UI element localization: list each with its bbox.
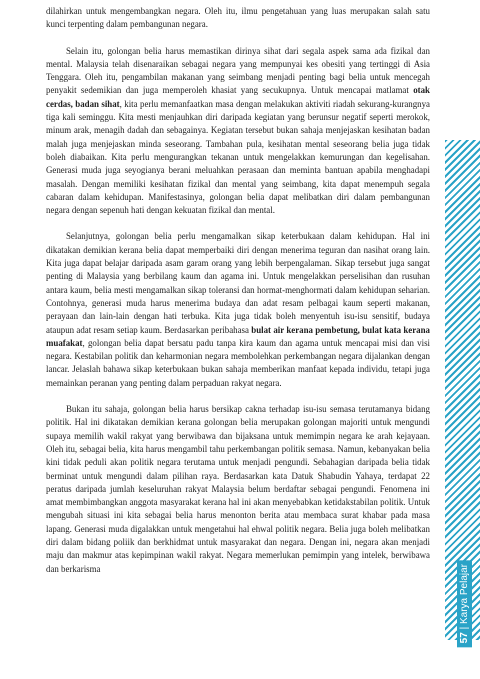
emphasis-text: otak cerdas, badan sihat bbox=[46, 85, 430, 109]
paragraph-text: , golongan belia dapat bersatu padu tanpa kira kaum dan agama untuk mencapai misi dan visi negara. Kestabilan politik dan keharmonian negara membolehkan perkembangan negara dijalankan dengan lancar. Jelaslah bahawa sikap keterbukaan bukan sahaja memberikan manfaat kepada individu, tetapi juga memainkan peranan yang penting dalam perpaduan rakyat negara. bbox=[46, 337, 430, 388]
paragraph-text: Selain itu, golongan belia harus memastikan dirinya sihat dari segala aspek sama ada fizikal dan mental. Malaysia telah disenaraikan sebagai negara yang mempunyai kes obesiti yang tertinggi di Asia Tenggara. Oleh itu, pengambilan makanan yang seimbang menjadi penting bagi belia untuk mencegah penyakit sedemikian dan juga memperoleh khasiat yang secukupnya. Untuk mencapai matlamat bbox=[46, 45, 430, 96]
emphasis-text: bulat air kerana pembetung, bulat kata kerana muafakat bbox=[46, 324, 430, 348]
paragraph-3 bbox=[46, 230, 430, 390]
paragraph-2 bbox=[46, 45, 430, 218]
paragraph-text: Selanjutnya, golongan belia perlu mengamalkan sikap keterbukaan dalam kehidupan. Hal ini dikatakan demikian kerana belia dapat memperbaiki diri dengan menerima teguran dan nasihat orang lain. Kita juga dapat belajar daripada asam garam orang yang lebih berpengalaman. Sikap tersebut juga sangat penting di Malaysia yang berbilang kaum dan agama ini. Untuk mengelakkan perselisihan dan rusuhan antara kaum, belia mesti mengamalkan sikap toleransi dan hormat-menghormati dalam kehidupan seharian. Contohnya, generasi muda harus menerima budaya dan adat resam pelbagai kaum seperti makanan, perayaan dan lain-lain dengan hati terbuka. Kita juga tidak boleh menyentuh isu-isu sensitif, budaya ataupun adat resam setiap kaum. Berdasarkan peribahasa bbox=[46, 231, 430, 335]
section-label: Karya Pelajar bbox=[459, 564, 470, 625]
paragraph-text: dilahirkan untuk mengembangkan negara. Oleh itu, ilmu pengetahuan yang luas merupakan salah satu kunci terpenting dalam pembangunan negara. bbox=[46, 6, 430, 30]
essay-body bbox=[46, 5, 430, 576]
paragraph-4 bbox=[46, 403, 430, 576]
paragraph-text: , kita perlu memanfaatkan masa dengan melakukan aktiviti riadah sekurang-kurangnya tiga kali seminggu. Kita mesti menjauhkan diri daripada kegiatan yang berunsur negatif seperti merokok, minum arak, menagih dadah dan sebagainya. Kegiatan tersebut bukan sahaja menjejaskan kesihatan badan malah juga menjejaskan minda seseorang. Tambahan pula, kesihatan mental seseorang belia juga tidak boleh diabaikan. Kita perlu mengurangkan tekanan untuk mengelakkan kemurungan dan kegelisahan. Generasi muda juga seyogianya berani meluahkan perasaan dan meminta bantuan apabila menghadapi masalah. Dengan memiliki kesihatan fizikal dan mental yang seimbang, kita dapat menempuh segala cabaran dalam kehidupan. Manifestasinya, golongan belia dapat melibatkan diri dalam pembangunan negara dengan sepenuh hati dengan kekuatan fizikal dan mental. bbox=[46, 98, 430, 216]
page-number: 57 bbox=[459, 632, 470, 644]
paragraph-1 bbox=[46, 5, 430, 32]
paragraph-text: Bukan itu sahaja, golongan belia harus bersikap cakna terhadap isu-isu semasa terutamanya bidang politik. Hal ini dikatakan demikian kerana golongan belia merupakan golongan majoriti untuk mengundi supaya memilih wakil rakyat yang berwibawa dan bijaksana untuk memimpin negara ke arah kejayaan. Oleh itu, sebagai belia, kita harus mengambil tahu perkembangan politik semasa. Namun, kebanyakan belia kini tidak peduli akan politik negara terutama untuk menjadi pengundi. Sebahagian daripada belia tidak berminat untuk mengundi dalam pilihan raya. Berdasarkan kata Datuk Shabudin Yahaya, terdapat 22 peratus daripada jumlah keseluruhan rakyat Malaysia belum berdaftar sebagai pengundi. Fenomena ini amat membimbangkan anggota masyarakat kerana hal ini akan menyebabkan ketidakstabilan politik. Untuk mengubah situasi ini kita sebagai belia harus menonton berita atau membaca surat khabar pada masa lapang. Generasi muda digalakkan untuk mengetahui hal ehwal politik negara. Belia juga boleh melibatkan diri dalam bidang poliik dan berkhidmat untuk masyarakat dan negara. Dengan ini, negara akan menjadi maju dan makmur atas kepimpinan wakil rakyat. Negara memerlukan pemimpin yang intelek, berwibawa dan berkarisma bbox=[46, 404, 430, 574]
page-side-label: 57 | Karya Pelajar bbox=[457, 560, 472, 647]
